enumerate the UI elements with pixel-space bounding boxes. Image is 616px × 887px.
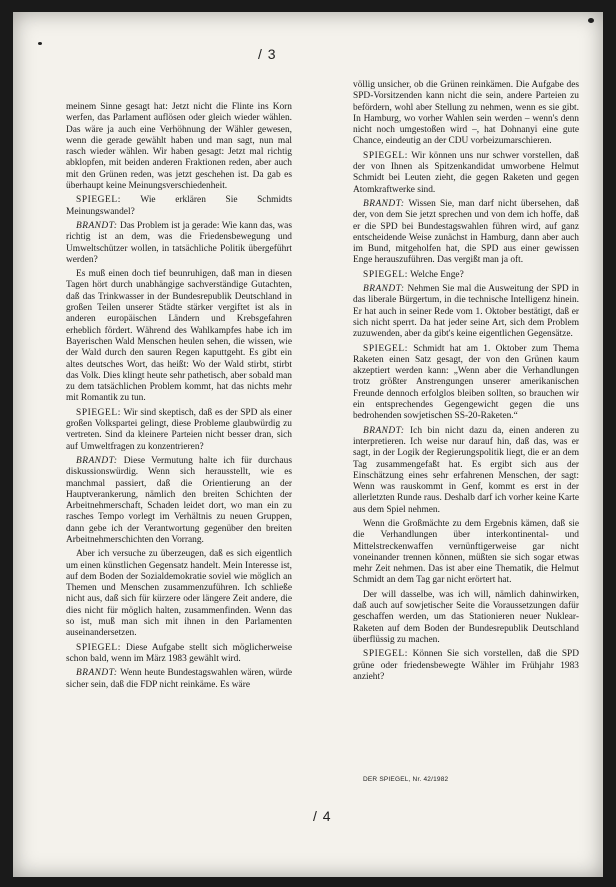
paragraph-text: Wir sind skeptisch, daß es der SPD als einer großen Volkspartei gelingt, diese Probleme glaubwürdig zu vertreten. Sind da kleinere Parteien nicht besser dran, sich auf Umweltfragen zu konzentrieren?	[66, 407, 292, 452]
paragraph-text: Aber ich versuche zu überzeugen, daß es sich eigentlich um einen künstlichen Gegensatz handelt. Mein Interesse ist, auf dem Boden der Sozialdemokratie soviel wie möglich an Themen und Menschen zusammenzuführen. Ich schließe nicht aus, daß sich für kürzere oder längere Zeit andere, die dies nicht für möglich halten, zusammenfinden. Wenn das so ist, muß man sich mit ihnen in den Parlamenten auseinandersetzen.	[66, 549, 292, 639]
page-number-top: / 3	[258, 46, 277, 62]
speaker-label: BRANDT:	[76, 455, 118, 466]
scan-speck	[38, 42, 42, 45]
interview-answer	[353, 284, 579, 340]
paragraph-text: Der will dasselbe, was ich will, nämlich dahinwirken, daß auch auf sowjetischer Seite die Voraussetzungen dafür geschaffen werden, um das Stationieren neuer Nuklear-Raketen auf dem Boden der Bundesrepublik Deutschland überflüssig zu machen.	[353, 589, 579, 645]
interview-question	[66, 195, 292, 218]
left-column	[66, 102, 292, 694]
paragraph-text: Wenn heute Bundestagswahlen wären, würde sicher sein, daß die FDP nicht reinkäme. Es wäre	[66, 668, 292, 690]
speaker-label: BRANDT:	[363, 198, 405, 209]
speaker-label: SPIEGEL:	[363, 150, 408, 161]
speaker-label: BRANDT:	[76, 668, 118, 679]
speaker-label: SPIEGEL:	[76, 195, 121, 206]
interview-question	[353, 344, 579, 423]
speaker-label: BRANDT:	[76, 220, 118, 231]
right-column	[353, 80, 579, 686]
scan-speck	[588, 18, 594, 23]
paragraph-text: Können Sie sich vorstellen, daß die SPD grüne oder friedensbewegte Wähler im Frühjahr 1983 anzieht?	[353, 649, 580, 682]
paragraph-text: Nehmen Sie mal die Ausweitung der SPD in das liberale Bürgertum, in die technische Intelligenz hinein. Er hat auch in seiner Rede vom 1. Oktober bestätigt, daß er sich nicht sperrt. Da hat jeder seine Art, sich dem Problem zuzuwenden, aber da gibt's keine eigentlichen Gegensätze.	[353, 284, 579, 340]
body-paragraph	[66, 102, 292, 192]
source-line: DER SPIEGEL, Nr. 42/1982	[363, 776, 449, 783]
interview-question	[353, 151, 579, 196]
interview-question	[353, 649, 579, 683]
interview-answer	[66, 221, 292, 266]
interview-question	[66, 643, 292, 666]
interview-answer	[353, 426, 579, 516]
paragraph-text: völlig unsicher, ob die Grünen reinkämen. Die Aufgabe des SPD-Vorsitzenden kann nicht die sein, andere Parteien zu befördern, wohl aber Stellung zu nehmen, wenn es sie gibt. In Hamburg, wo vorher Wahlen sein werden – wenn's denn nicht noch umgestoßen wird –, hat Dohnanyi eine gute Chance, eindeutig an der CDU vorbeizumarschieren.	[353, 80, 579, 147]
speaker-label: BRANDT:	[363, 284, 405, 295]
paragraph-text: Wenn die Großmächte zu dem Ergebnis kämen, daß sie die Verhandlungen über interkontinental- und Mittelstreckenwaffen vernünftigerweise gar nicht voneinander trennen können, müßten sie sich sogar etwas mehr Zeit nehmen. Das ist aber eine Thematik, die Helmut Schmidt an dem Tag gar nicht erörtert hat.	[353, 518, 579, 586]
page-number-bottom: / 4	[313, 808, 332, 824]
speaker-label: SPIEGEL:	[76, 407, 121, 418]
interview-answer	[66, 668, 292, 691]
interview-question	[66, 408, 292, 453]
speaker-label: SPIEGEL:	[363, 649, 408, 660]
body-paragraph	[66, 269, 292, 405]
paragraph-text: Diese Aufgabe stellt sich möglicherweise schon bald, wenn im März 1983 gewählt wird.	[66, 642, 292, 664]
body-paragraph	[353, 80, 579, 148]
paragraph-text: Das Problem ist ja gerade: Wie kann das, was richtig ist an dem, was die Friedensbewegung und Umweltschützer wollen, in tatsächliche Politik übergeführt werden?	[66, 220, 292, 265]
body-paragraph	[353, 590, 579, 646]
paragraph-text: Schmidt hat am 1. Oktober zum Thema Raketen einen Satz gesagt, der von den Grünen kaum akzeptiert werden kann: „Wenn aber die Verhandlungen trotz größter Anstrengungen unserer amerikanischen Freunde dennoch erfolglos bleiben sollten, so brauchen wir ein entsprechendes Gegengewicht gegen die uns bedrohenden sowjetischen SS-20-Raketen.“	[353, 343, 579, 422]
interview-answer	[66, 456, 292, 546]
interview-question	[353, 270, 579, 281]
body-paragraph	[66, 549, 292, 639]
scanned-page	[13, 12, 603, 877]
paragraph-text: Wissen Sie, man darf nicht übersehen, daß der, von dem Sie jetzt sprechen und von dem ich hoffe, daß er die SPD bei Bundestagswahlen führen wird, auf ganz entscheidende Weise zunächst in Hamburg, dann aber auch im Bund, mitgeholfen hat, die SPD aus einer gewissen Enge herauszuführen. Das vergißt man ja oft.	[353, 198, 579, 266]
speaker-label: SPIEGEL:	[363, 269, 408, 280]
interview-answer	[353, 199, 579, 267]
paragraph-text: Diese Vermutung halte ich für durchaus diskussionswürdig. Wenn sich herausstellt, wie es manchmal passiert, daß die Orientierung an der Hauptverankerung, nämlich den breiten Schichten der Arbeitnehmerschaft, Schaden leidet dort, wo man ein zu rasches Tempo vorlegt im Verhältnis zu neuen Gruppen, dann gebe ich der Verantwortung gegenüber den breiten Arbeitnehmerschichten den Vorrang.	[66, 455, 292, 545]
speaker-label: SPIEGEL:	[363, 343, 408, 354]
paragraph-text: Es muß einen doch tief beunruhigen, daß man in diesen Tagen hört durch unabhängige sachverständige Gutachten, daß das Trinkwasser in der Bundesrepublik Deutschland in großen Teilen unserer Städte stärker vergiftet ist als in anderen europäischen Ländern und Krebsgefahren erheblich fördert. Während des Wahlkampfes habe ich im Bayerischen Wald Menschen heulen sehen, die wissen, wie der Wald durch den sauren Regen kaputtgeht. Es gibt ein altes deutsches Wort, das heißt: Wo der Wald stirbt, stirbt das Volk. Dies klingt heute sehr pathetisch, aber sobald man zu dem tatsächlichen Problem kommt, hat das nichts mehr mit Romantik zu tun.	[66, 269, 292, 404]
paragraph-text: Wir können uns nur schwer vorstellen, daß der von Ihnen als Spitzenkandidat umworbene Helmut Schmidt bei Leuten zieht, die gegen Raketen und gegen Atomkraftwerke sind.	[353, 150, 579, 195]
body-paragraph	[353, 519, 579, 587]
paragraph-text: meinem Sinne gesagt hat: Jetzt nicht die Flinte ins Korn werfen, das Parlament auflösen oder gleich wieder wählen. Das wäre ja auch eine Verhöhnung der Wähler gewesen, wenn die gerade gewählt haben und man sagt, nun mal rasch wieder wählen. Wir haben gesagt: Jetzt mal richtig abklopfen, mit beiden anderen Fraktionen reden, aber auch mit den Grünen reden, was jetzt geschehen ist. Da gab es überhaupt keine Meinungsverschiedenheit.	[66, 102, 292, 192]
speaker-label: SPIEGEL:	[76, 642, 121, 653]
paragraph-text: Welche Enge?	[410, 269, 464, 280]
paragraph-text: Wie erklären Sie Schmidts Meinungswandel?	[66, 195, 292, 217]
speaker-label: BRANDT:	[363, 425, 405, 436]
paragraph-text: Ich bin nicht dazu da, einen anderen zu interpretieren. Ich weise nur darauf hin, daß das, was er sagt, in der Logik der Regierungspolitik liegt, die er an dem Tag zusammengefaßt hat. Es ergibt sich aus der Einschätzung eines sehr erfahrenen Menschen, der sagt: Wenn was rauskommt in Genf, kommt es erst in der allerletzten Runde raus. Deshalb darf ich vorher keine Karte aus dem Spiel nehmen.	[353, 425, 580, 515]
